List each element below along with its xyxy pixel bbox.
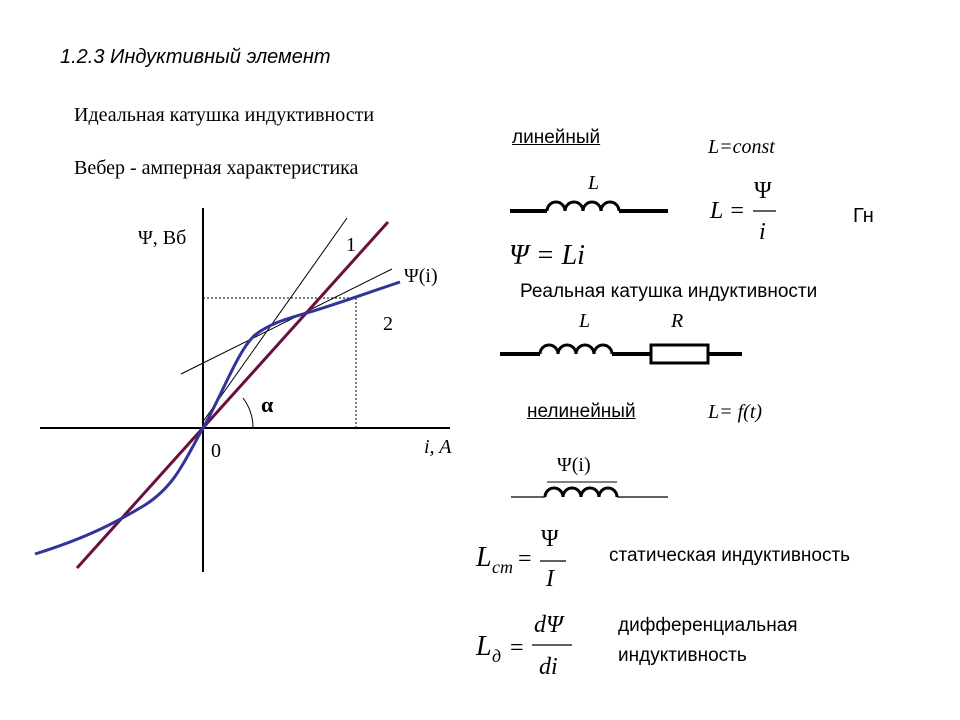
static-num: Ψ (541, 526, 559, 552)
real-coil-title: Реальная катушка индуктивности (520, 281, 818, 302)
real-coil-icon (500, 345, 651, 354)
static-den: I (546, 566, 554, 592)
static-desc: статическая индуктивность (609, 545, 851, 566)
weber-ampere-title: Вебер - амперная характеристика (74, 157, 359, 179)
linear-fraction-lhs: L = (710, 198, 746, 224)
diff-desc-line2: индуктивность (618, 645, 747, 666)
resistor-icon (651, 345, 742, 363)
curve-label: Ψ(i) (404, 265, 438, 287)
angle-arc (243, 398, 253, 428)
linear-label: линейный (512, 127, 601, 148)
origin-label: 0 (211, 440, 221, 462)
nonlinear-formula: L= f(t) (708, 401, 763, 423)
diff-lhs: L (476, 631, 492, 662)
diff-eq: = (510, 635, 524, 661)
diff-den: di (539, 654, 558, 680)
static-sub: ст (492, 557, 513, 577)
static-lhs: L (476, 542, 492, 573)
nonlinear-coil-label: Ψ(i) (557, 454, 591, 476)
unit-henry: Гн (853, 205, 874, 227)
section-heading: 1.2.3 Индуктивный элемент (60, 46, 331, 68)
real-coil-label: L (579, 310, 591, 332)
tangent-line-2 (181, 269, 392, 374)
x-axis-label: i, A (424, 436, 452, 458)
static-eq: = (518, 546, 532, 572)
angle-label: α (261, 392, 274, 417)
diff-sub: д (492, 646, 502, 666)
linear-coil-label: L (588, 172, 600, 194)
nonlinear-label: нелинейный (527, 401, 636, 422)
magnetization-curve (35, 282, 400, 554)
psi-equation: Ψ = Li (509, 240, 585, 271)
steep-thin-line (202, 218, 347, 423)
linear-fraction-num: Ψ (754, 178, 772, 204)
nonlinear-coil-icon (511, 482, 668, 497)
line2-label: 2 (383, 313, 393, 335)
weber-ampere-graph (35, 208, 450, 572)
linear-formula: L=const (708, 136, 775, 158)
line1-label: 1 (346, 234, 356, 256)
ideal-coil-title: Идеальная катушка индуктивности (74, 104, 375, 126)
real-resistor-label: R (671, 310, 684, 332)
y-axis-label: Ψ, Вб (138, 227, 187, 249)
diff-num: dΨ (534, 612, 563, 638)
diff-desc-line1: дифференциальная (618, 615, 798, 636)
linear-coil-icon (510, 202, 668, 211)
linear-fraction-den: i (759, 219, 766, 245)
